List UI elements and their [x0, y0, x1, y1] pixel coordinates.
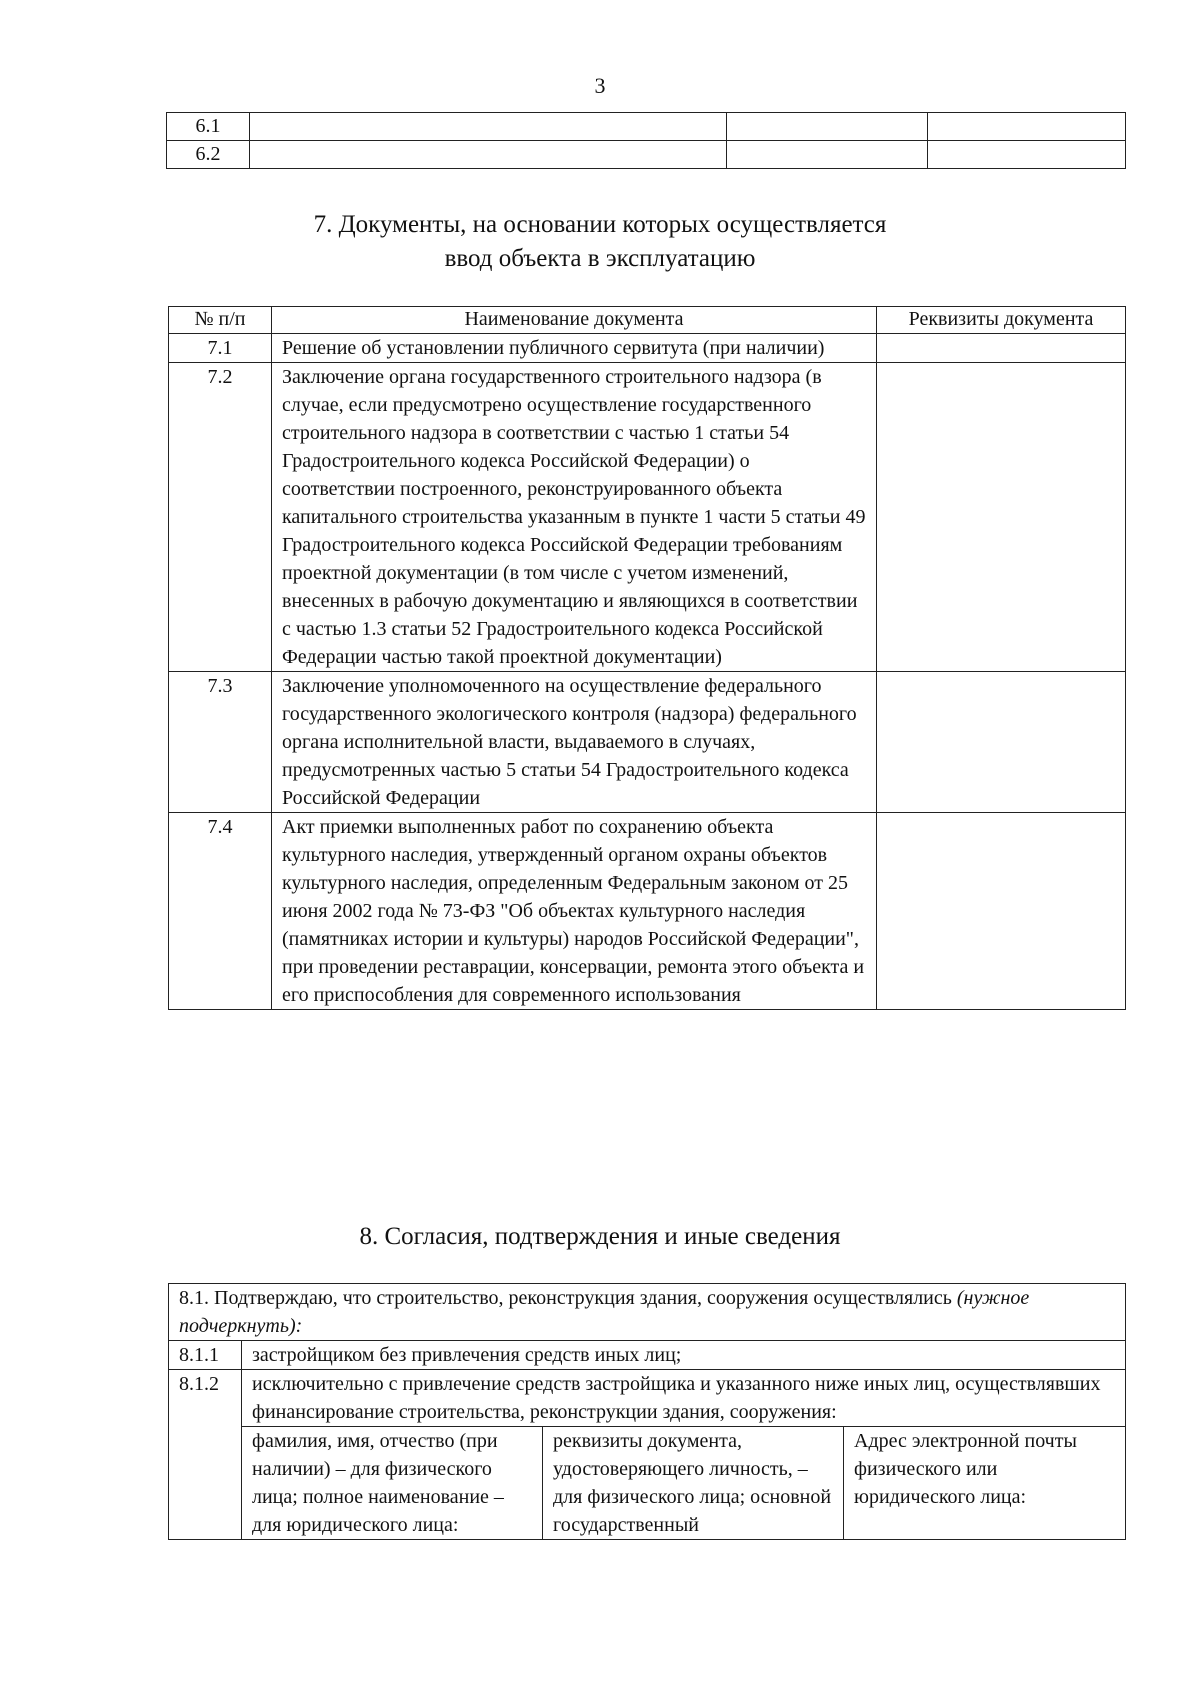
- table-row: [169, 1284, 1126, 1341]
- page-number: 3: [594, 73, 606, 98]
- row-number: 8.1.1: [169, 1341, 242, 1370]
- table-cell: [250, 113, 727, 141]
- document-requisites: [877, 813, 1126, 1010]
- table-cell: [727, 141, 928, 169]
- row-number: 6.1: [167, 113, 250, 141]
- section-8-title: 8. Согласия, подтверждения и иные сведения: [359, 1223, 841, 1250]
- document-name: Заключение органа государственного строительного надзора (в случае, если предусмотрено осуществление государственного строительного надзора в соответствии с частью 1 статьи 54 Градостроительного кодекса Российской Федерации) о соответствии построенного, реконструированного объекта капитального строительства указанным в пункте 1 части 5 статьи 49 Градостроительного кодекса Российской Федерации требованиям проектной документации (в том числе с учетом изменений, внесенных в рабочую документацию и являющихся в соответствии с частью 1.3 статьи 52 Градостроительного кодекса Российской Федерации частью такой проектной документации): [272, 363, 877, 672]
- table-row: [169, 1341, 1126, 1370]
- section-7-title-line-2: ввод объекта в эксплуатацию: [444, 245, 756, 272]
- table-header-row: [169, 307, 1126, 334]
- table-cell: [928, 113, 1126, 141]
- row-number: 6.2: [167, 141, 250, 169]
- document-requisites: [877, 672, 1126, 813]
- column-header-requisites: Реквизиты документа: [877, 307, 1126, 334]
- option-text: застройщиком без привлечения средств иных лиц;: [242, 1341, 1126, 1370]
- option-text: исключительно с привлечение средств застройщика и указанного ниже иных лиц, осуществлявших финансирование строительства, реконструкции здания, сооружения:: [242, 1370, 1126, 1427]
- table-cell: [727, 113, 928, 141]
- document-requisites: [877, 363, 1126, 672]
- investor-document-column: реквизиты документа, удостоверяющего личность, – для физического лица; основной государственный: [543, 1427, 844, 1540]
- document-name: Акт приемки выполненных работ по сохранению объекта культурного наследия, утвержденный органом охраны объектов культурного наследия, определенным Федеральным законом от 25 июня 2002 года № 73-ФЗ "Об объектах культурного наследия (памятниках истории и культуры) народов Российской Федерации", при проведении реставрации, консервации, ремонта этого объекта и его приспособления для современного использования: [272, 813, 877, 1010]
- confirmation-intro-text: 8.1. Подтверждаю, что строительство, реконструкция здания, сооружения осуществлялись: [179, 1287, 952, 1309]
- row-number: 7.1: [169, 334, 272, 363]
- table-row: [169, 1370, 1126, 1427]
- section-7-title: [0, 208, 1200, 276]
- table-row: [169, 672, 1126, 813]
- investor-email-column: Адрес электронной почты физического или юридического лица:: [844, 1427, 1126, 1540]
- table-cell: [250, 141, 727, 169]
- section-7-title-line-1: 7. Документы, на основании которых осуществляется: [313, 211, 887, 238]
- table-row: [169, 334, 1126, 363]
- table-row: [167, 113, 1126, 141]
- document-requisites: [877, 334, 1126, 363]
- row-number: 7.4: [169, 813, 272, 1010]
- consents-table: [168, 1283, 1126, 1540]
- documents-table: [168, 306, 1126, 1010]
- document-name: Заключение уполномоченного на осуществление федерального государственного экологического контроля (надзора) федерального органа исполнительной власти, выдаваемого в случаях, предусмотренных частью 5 статьи 54 Градостроительного кодекса Российской Федерации: [272, 672, 877, 813]
- column-header-number: № п/п: [169, 307, 272, 334]
- table-row: [169, 813, 1126, 1010]
- table-row: [169, 1427, 1126, 1540]
- row-number: 8.1.2: [169, 1370, 242, 1540]
- row-number: 7.2: [169, 363, 272, 672]
- row-number: 7.3: [169, 672, 272, 813]
- column-header-name: Наименование документа: [272, 307, 877, 334]
- confirmation-intro: [169, 1284, 1126, 1341]
- underline-note: (нужное подчеркнуть):: [179, 1287, 1030, 1337]
- table-cell: [928, 141, 1126, 169]
- document-name: Решение об установлении публичного сервитута (при наличии): [272, 334, 877, 363]
- investor-name-column: фамилия, имя, отчество (при наличии) – для физического лица; полное наименование – для юридического лица:: [242, 1427, 543, 1540]
- table-row: [167, 141, 1126, 169]
- previous-section-table: [166, 112, 1126, 169]
- table-row: [169, 363, 1126, 672]
